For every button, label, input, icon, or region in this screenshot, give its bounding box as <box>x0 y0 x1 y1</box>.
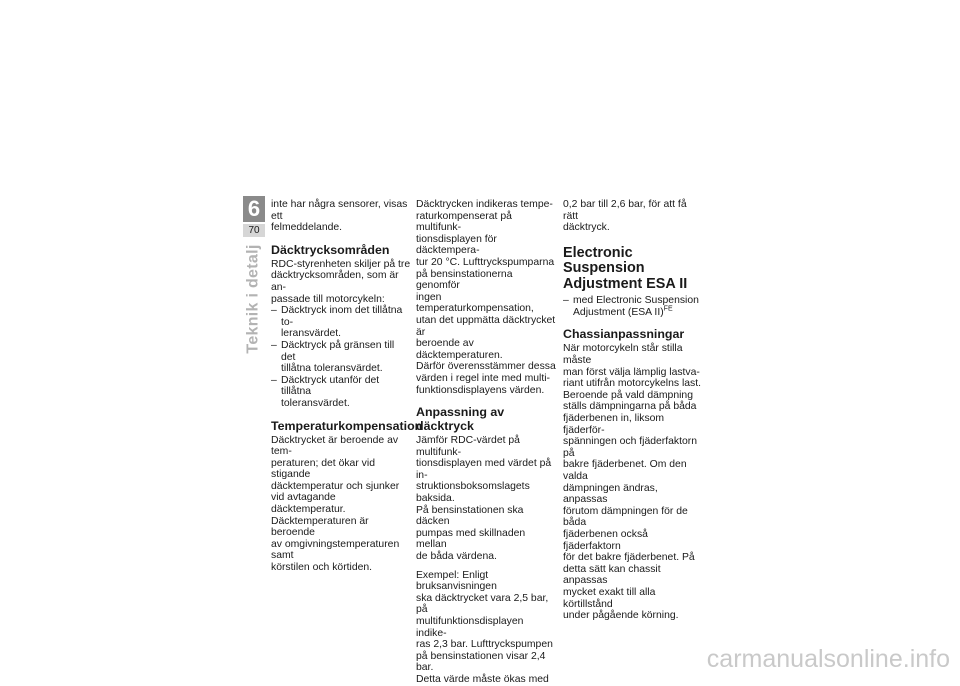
continuation-paragraph: 0,2 bar till 2,6 bar, för att få rätt däcktryck. <box>563 199 687 234</box>
page-number: 70 <box>243 224 265 237</box>
chapter-number: 6 <box>243 196 265 222</box>
example-paragraph: Exempel: Enligt bruksanvisningen ska däcktrycket vara 2,5 bar, på multifunktionsdisplayen indike- ras 2,3 bar. Lufttryckspumpen på bensinstationen visar 2,4 bar. Detta värde måste ökas med <box>416 569 553 685</box>
column-1 <box>271 199 423 574</box>
heading-esa: Electronic Suspension Adjustment ESA II <box>563 244 688 292</box>
chapter-title-tab <box>236 244 272 354</box>
list-item: – med Electronic Suspension Adjustment (ESA II)$^{FE}$ <box>563 295 699 318</box>
dash-marker: – <box>271 339 277 351</box>
equipment-code: FE <box>663 305 673 313</box>
chassis-paragraph: När motorcykeln står stilla måste man först välja lämplig lastva- riant utifrån motorcykelns last. Beroende på vald dämpning ställs dämpningarna på båda fjäderbenen in, liksom fjäderför- spänningen och fjäderfaktorn på bakre fjäderbenet. Om den valda dämpningen ändras, anpassas förutom dämpningen för de båda fjäderbenen också fjäderfaktorn för det bakre fjäderbenet. På detta sätt kan chassit anpassas mycket exakt till alla körtillstånd under pågående körning. <box>563 343 702 622</box>
ranges-list <box>271 305 411 409</box>
esa-list <box>563 295 703 318</box>
heading-tire-pressure-ranges: Däcktrycksområden <box>271 242 390 257</box>
column-2 <box>416 199 556 686</box>
heading-temperature-compensation: Temperaturkompensation <box>271 418 423 433</box>
column-3 <box>563 199 703 622</box>
list-item: – Däcktryck utanför det tillåtna toleransvärdet. <box>271 374 380 409</box>
list-item: – Däcktryck på gränsen till det tillåtna toleransvärdet. <box>271 339 395 375</box>
heading-tire-pressure-adjustment: Anpassning av däcktryck <box>416 405 505 434</box>
dash-marker: – <box>271 374 277 386</box>
intro-paragraph: inte har några sensorer, visas ett felmeddelande. <box>271 199 408 234</box>
heading-chassis-adjustments: Chassianpassningar <box>563 327 685 342</box>
display-paragraph: Däcktrycken indikeras tempe- raturkompenserat på multifunk- tionsdisplayen för däcktempera- tur 20 °C. Lufttryckspumparna på bensinstationerna genomför ingen temperaturkompensation, utan det uppmätta däcktrycket är beroende av däcktemperaturen. Därför överensstämmer dessa värden i regel inte med multi- funktionsdisplayens värden. <box>416 199 556 396</box>
watermark: carmanualsonline.info <box>706 645 950 673</box>
dash-marker: – <box>563 295 569 307</box>
list-item: – Däcktryck inom det tillåtna to- leransvärdet. <box>271 305 403 340</box>
adjustment-paragraph: Jämför RDC-värdet på multifunk- tionsdisplayen med värdet på in- struktionsboksomslagets baksida. På bensinstationen ska däcken pumpas med skillnaden mellan de båda värdena. <box>416 435 552 563</box>
dash-marker: – <box>271 305 277 317</box>
ranges-paragraph: RDC-styrenheten skiljer på tre däcktrycksområden, som är an- passade till motorcykeln: <box>271 258 411 305</box>
chapter-title: Teknik i detalj <box>245 244 262 354</box>
temperature-paragraph: Däcktrycket är beroende av tem- peraturen; det ökar vid stigande däcktemperatur och sjunker vid avtagande däcktemperatur. Däcktemperaturen är beroende av omgivningstemperaturen samt körstilen och körtiden. <box>271 434 400 574</box>
